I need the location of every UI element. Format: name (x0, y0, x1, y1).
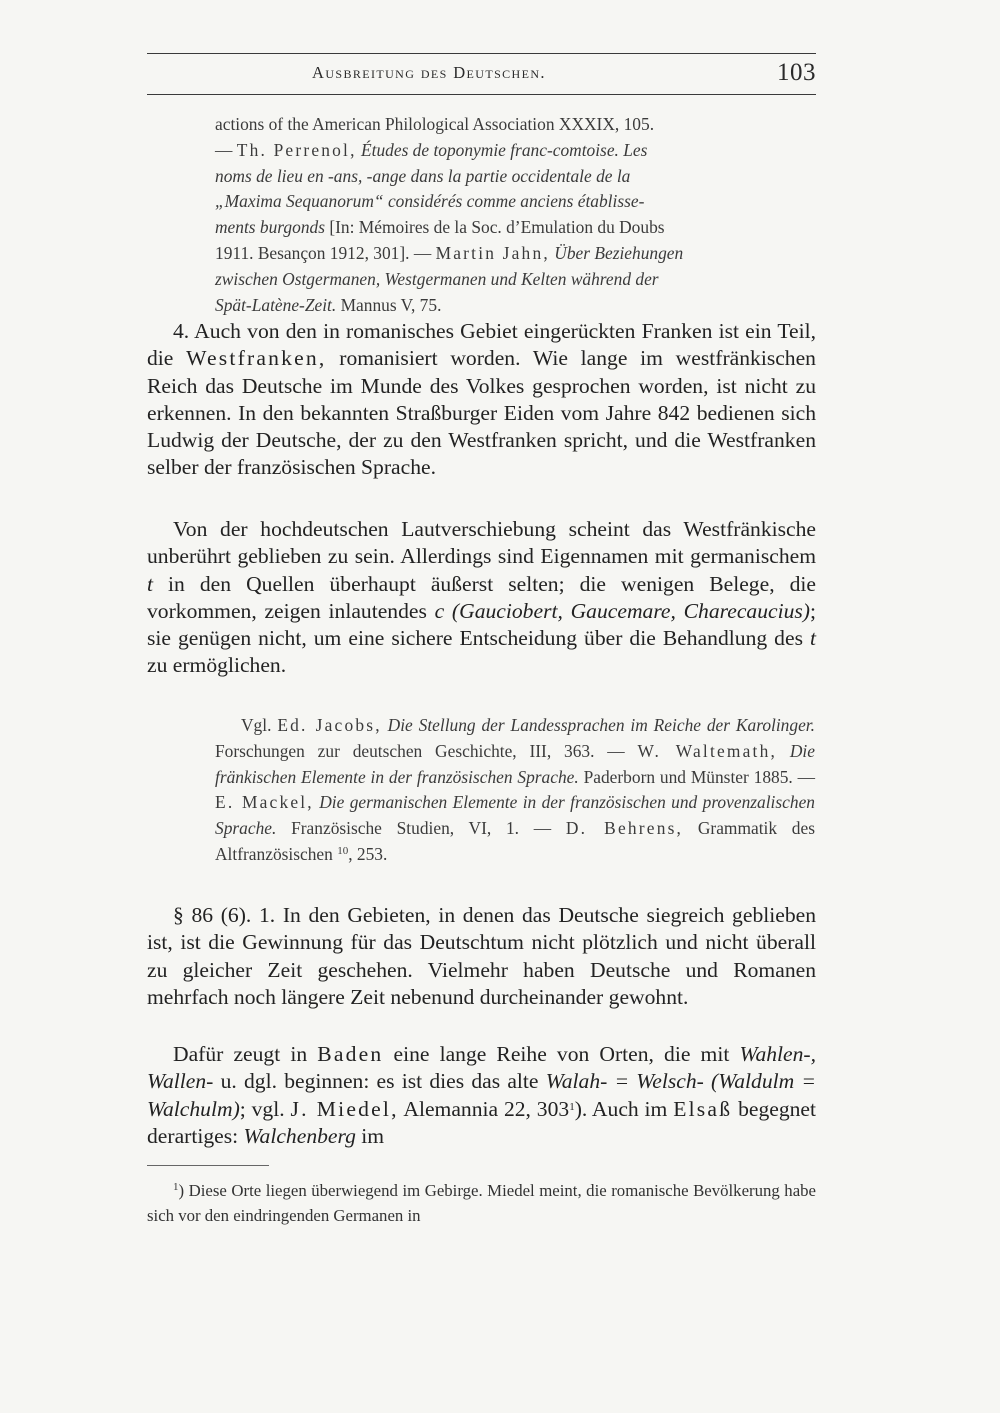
running-title: Ausbreitung des Deutschen. (312, 63, 546, 82)
paragraph-86: § 86 (6). 1. In den Gebieten, in denen das Deutsche siegreich geblieben ist, ist die Gewinnung für das Deutschtum nicht plötzlich und nicht überall zu gleicher Zeit geschehen. Vielmehr haben Deutsche und Romanen mehrfach noch längere Zeit nebenund durcheinander gewohnt. (147, 903, 816, 1009)
footnote: $^1$) Diese Orte liegen überwiegend im Gebirge. Miedel meint, die romanische Bevölkerung habe sich vor den eindringenden Germanen in (147, 1181, 816, 1225)
paragraph-4: 4. Auch von den in romanisches Gebiet eingerückten Franken ist ein Teil, die Westfranken, romanisiert worden. Wie lange im westfränkischen Reich das Deutsche im Munde des Volkes gesprochen worden, ist nicht zu erkennen. In den bekannten Straßburger Eiden vom Jahre 842 bedienen sich Ludwig der Deutsche, der zu den Westfranken spricht, und die Westfranken selber der französischen Sprache. (147, 319, 816, 480)
footnote-rule (147, 1165, 269, 1166)
ref-line: noms de lieu en -ans, -ange dans la partie occidentale de la (215, 165, 631, 186)
bibliography-block-1 (215, 112, 815, 318)
paragraph-lautverschiebung: Von der hochdeutschen Lautverschiebung scheint das Westfränkische unberührt geblieben zu sein. Allerdings sind Eigennamen mit germanischem t in den Quellen überhaupt äußerst selten; die wenigen Belege, die vorkommen, zeigen inlautendes c (Gauciobert, Gaucemare, Charecaucius); sie genügen nicht, um eine sichere Entscheidung über die Behandlung des t zu ermöglichen. (147, 517, 817, 678)
paragraph-baden: Dafür zeugt in Baden eine lange Reihe von Orten, die mit Wahlen-, Wallen- u. dgl. beginnen: es ist dies das alte Walah- = Welsch- (Waldulm = Walchulm); vgl. J. Miedel, Alemannia 22, $303^1$). Auch im Elsaß begegnet derartiges: Walchenberg im (147, 1042, 817, 1148)
header-top-rule (147, 53, 816, 54)
footnote-marker: 1 (173, 1181, 179, 1193)
ref-line: Spät-Latène-Zeit. Mannus V, 75. (215, 294, 442, 315)
running-head (147, 58, 816, 92)
ref-line: — Th. Perrenol, Études de toponymie franc-comtoise. Les (215, 139, 648, 160)
ref-line: actions of the American Philological Association XXXIX, 105. (215, 114, 655, 134)
bibliography-block-2: Vgl. Ed. Jacobs, Die Stellung der Landessprachen im Reiche der Karolinger. Forschungen zur deutschen Geschichte, III, 363. — W. Waltemath, Die fränkischen Elemente in der französischen Sprache. Paderborn und Münster 1885. — E. Mackel, Die germanischen Elemente in der französischen und provenzalischen Sprache. Französische Studien, VI, 1. — D. Behrens, Grammatik des Altfranzösischen $^{10}$, 253. (215, 715, 815, 864)
ref-line: ments burgonds [In: Mémoires de la Soc. d’Emulation du Doubs (215, 217, 665, 238)
page-number: 103 (777, 59, 816, 86)
header-bottom-rule (147, 94, 816, 95)
ref-line: 1911. Besançon 1912, 301]. — Martin Jahn, Über Beziehungen (215, 242, 684, 263)
ref-line: zwischen Ostgermanen, Westgermanen und Kelten während der (215, 268, 659, 289)
ref-line: „Maxima Sequanorum“ considérés comme anciens établisse- (215, 191, 645, 212)
